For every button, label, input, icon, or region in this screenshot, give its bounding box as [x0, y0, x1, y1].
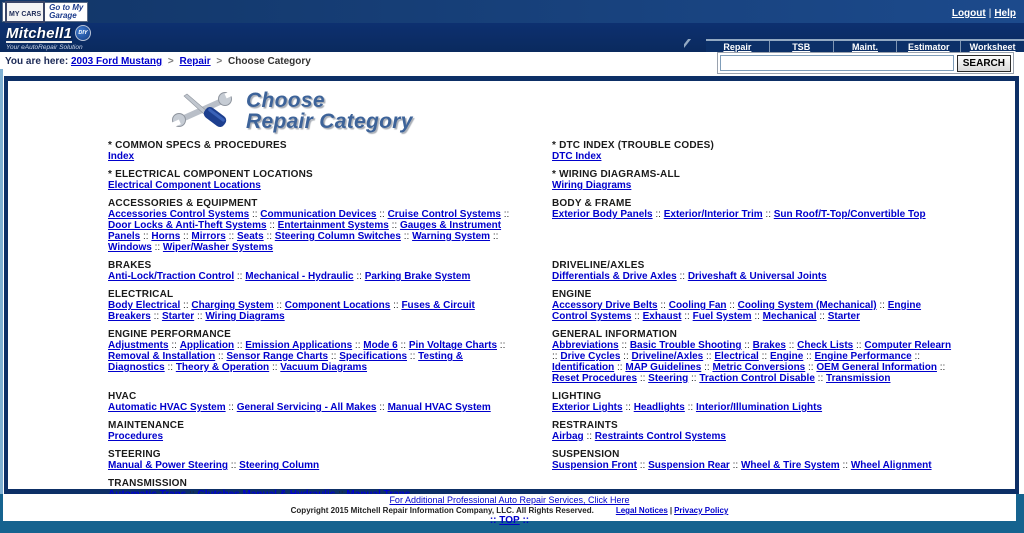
category-link[interactable]: Mode 6: [363, 340, 398, 351]
category-link[interactable]: DTC Index: [552, 151, 602, 162]
category-cell: [546, 260, 1015, 289]
category-links: [108, 151, 518, 162]
footer-content: [3, 494, 1016, 526]
help-link[interactable]: Help: [994, 8, 1016, 19]
category-link[interactable]: Computer Relearn: [864, 340, 952, 351]
category-heading: BODY & FRAME: [552, 198, 632, 209]
category-cell: [8, 420, 546, 449]
category-link[interactable]: General Servicing - All Makes: [236, 402, 377, 413]
category-links: [552, 209, 957, 220]
privacy-policy-link[interactable]: Privacy Policy: [674, 506, 729, 515]
category-link[interactable]: Testing & Diagnostics: [108, 351, 463, 373]
category-link[interactable]: Cooling System (Mechanical): [737, 300, 877, 311]
category-heading: TRANSMISSION: [108, 478, 188, 489]
link-separator: ::: [618, 340, 630, 351]
link-separator: ::: [266, 220, 278, 231]
category-heading: ENGINE PERFORMANCE: [108, 329, 232, 340]
link-separator: ::: [390, 300, 402, 311]
category-cell: [8, 391, 546, 420]
category-link[interactable]: Headlights: [633, 402, 685, 413]
link-separator: ::: [397, 340, 409, 351]
link-separator: ::: [637, 460, 649, 471]
category-link[interactable]: Engine: [769, 351, 804, 362]
category-link[interactable]: Mirrors: [191, 231, 226, 242]
category-row: [8, 260, 1015, 289]
category-links: [108, 300, 518, 322]
link-separator: ::: [353, 271, 365, 282]
category-table: [8, 140, 1015, 507]
category-link[interactable]: Manual HVAC System: [387, 402, 491, 413]
category-links: [108, 209, 518, 253]
category-link[interactable]: Removal & Installation: [108, 351, 216, 362]
category-heading: ELECTRICAL: [108, 289, 174, 300]
category-heading: RESTRAINTS: [552, 420, 618, 431]
category-link[interactable]: Accessories Control Systems: [108, 209, 250, 220]
link-separator: ::: [497, 340, 506, 351]
link-separator: ::: [631, 311, 643, 322]
category-heading: * ELECTRICAL COMPONENT LOCATIONS: [108, 169, 313, 180]
link-separator: ::: [676, 271, 688, 282]
title-block: [170, 88, 1015, 134]
category-row: [8, 198, 1015, 260]
category-cell: [546, 449, 1015, 478]
link-separator: ::: [328, 351, 340, 362]
category-link[interactable]: Horns: [151, 231, 181, 242]
category-link[interactable]: Manual & Power Steering: [108, 460, 229, 471]
category-heading: * DTC INDEX (TROUBLE CODES): [552, 140, 715, 151]
link-separator: ::: [726, 300, 738, 311]
category-heading: * WIRING DIAGRAMS-ALL: [552, 169, 681, 180]
category-link[interactable]: Electrical Component Locations: [108, 180, 261, 191]
footer: [0, 494, 1024, 533]
left-edge-strip: [0, 69, 3, 520]
category-heading: SUSPENSION: [552, 449, 620, 460]
category-link[interactable]: Fuses & Circuit Breakers: [108, 300, 475, 322]
category-links: [108, 431, 518, 442]
top-bar: [0, 0, 1024, 23]
category-link[interactable]: Exterior/Interior Trim: [663, 209, 763, 220]
category-link[interactable]: Driveline/Axles: [631, 351, 704, 362]
category-link[interactable]: Pin Voltage Charts: [408, 340, 498, 351]
footer-links-divider: |: [669, 506, 673, 515]
category-link[interactable]: Identification: [552, 362, 615, 373]
link-separator: ::: [151, 242, 163, 253]
category-link[interactable]: Charging System: [191, 300, 274, 311]
link-separator: ::: [657, 300, 669, 311]
category-link[interactable]: Abbreviations: [552, 340, 619, 351]
link-separator: ::: [684, 402, 696, 413]
category-link[interactable]: Brakes: [752, 340, 786, 351]
category-heading: MAINTENANCE: [108, 420, 185, 431]
category-link[interactable]: Exhaust: [642, 311, 682, 322]
category-link[interactable]: Accessory Drive Belts: [552, 300, 658, 311]
category-link[interactable]: Seats: [236, 231, 264, 242]
category-links: [552, 300, 957, 322]
tab-maint[interactable]: [833, 41, 897, 52]
link-separator: ::: [614, 362, 626, 373]
category-link[interactable]: Mechanical - Hydraulic: [245, 271, 354, 282]
link-separator: ::: [194, 311, 206, 322]
tab-tsb[interactable]: [769, 41, 833, 52]
category-link[interactable]: Wheel Alignment: [850, 460, 932, 471]
link-separator: ::: [839, 460, 851, 471]
category-heading: ENGINE: [552, 289, 592, 300]
category-link[interactable]: Differentials & Drive Axles: [552, 271, 677, 282]
category-link[interactable]: Sun Roof/T-Top/Convertible Top: [773, 209, 926, 220]
search-group: [717, 52, 1014, 74]
logout-link[interactable]: Logout: [951, 8, 986, 19]
category-link[interactable]: MAP Guidelines: [625, 362, 702, 373]
category-link[interactable]: Component Locations: [284, 300, 391, 311]
category-link[interactable]: Theory & Operation: [175, 362, 270, 373]
link-separator: ::: [936, 362, 946, 373]
link-separator: ::: [164, 362, 176, 373]
category-link[interactable]: Vacuum Diagrams: [280, 362, 368, 373]
breadcrumb-link-vehicle[interactable]: 2003 Ford Mustang: [70, 56, 163, 67]
category-link[interactable]: Procedures: [108, 431, 164, 442]
category-link[interactable]: OEM General Information: [816, 362, 937, 373]
link-separator: ::: [876, 300, 888, 311]
category-link[interactable]: Gauges & Instrument Panels: [108, 220, 502, 242]
category-links: [552, 402, 957, 413]
category-link[interactable]: Basic Trouble Shooting: [629, 340, 742, 351]
category-heading: LIGHTING: [552, 391, 602, 402]
category-link[interactable]: Drive Cycles: [560, 351, 621, 362]
category-row: [8, 140, 1015, 169]
category-link[interactable]: Steering Column: [239, 460, 320, 471]
link-separator: ::: [688, 373, 700, 384]
mitchell1-logo: [6, 25, 91, 51]
category-link[interactable]: Driveshaft & Universal Joints: [687, 271, 827, 282]
link-separator: ::: [637, 373, 649, 384]
category-link[interactable]: Exterior Body Panels: [552, 209, 653, 220]
category-link[interactable]: Warning System: [412, 231, 491, 242]
link-separator: ::: [234, 340, 246, 351]
category-links: [552, 460, 957, 471]
tab-bar: [706, 39, 1024, 52]
category-link[interactable]: Cooling Fan: [668, 300, 727, 311]
category-links: [108, 180, 518, 191]
category-link[interactable]: Wiring Diagrams: [552, 180, 632, 191]
link-separator: ::: [816, 311, 828, 322]
copyright-text: Copyright 2015 Mitchell Repair Information Company, LLC. All Rights Reserved.: [290, 506, 594, 515]
category-row: [8, 289, 1015, 329]
tab-label: Maint.: [851, 41, 878, 52]
link-separator: ::: [911, 351, 921, 362]
content-panel: [4, 76, 1019, 494]
category-link[interactable]: Anti-Lock/Traction Control: [108, 271, 235, 282]
category-link[interactable]: Suspension Front: [552, 460, 637, 471]
category-cell: [8, 169, 546, 198]
link-separator: ::: [751, 311, 763, 322]
tab-label: TSB: [792, 41, 811, 52]
brand-bar: [0, 23, 1024, 52]
brand-wordmark: Mitchell1: [6, 25, 72, 42]
link-separator: ::: [150, 311, 162, 322]
category-cell: [546, 169, 1015, 198]
category-cell: [546, 198, 1015, 260]
link-separator: ::: [758, 351, 770, 362]
category-link[interactable]: Application: [179, 340, 235, 351]
category-link[interactable]: Parking Brake System: [364, 271, 471, 282]
category-cell: [8, 198, 546, 260]
link-separator: ::: [352, 340, 364, 351]
category-row: [8, 391, 1015, 420]
category-link[interactable]: Electrical: [714, 351, 759, 362]
breadcrumb-separator: >: [216, 56, 223, 67]
category-link[interactable]: Specifications: [339, 351, 408, 362]
category-link[interactable]: Starter: [827, 311, 860, 322]
category-link[interactable]: Airbag: [552, 431, 584, 442]
tab-swoosh-decoration: [684, 39, 706, 52]
link-separator: ::: [180, 231, 192, 242]
go-to-my-garage-label: Go to My Garage: [49, 3, 84, 20]
category-heading: STEERING: [108, 449, 161, 460]
category-links: [552, 271, 957, 282]
search-button[interactable]: SEARCH: [957, 55, 1011, 72]
category-link[interactable]: Steering: [648, 373, 689, 384]
breadcrumb-separator: >: [167, 56, 174, 67]
category-row: [8, 449, 1015, 478]
category-cell: [8, 449, 546, 478]
legal-notices-link[interactable]: Legal Notices: [615, 506, 668, 515]
category-link[interactable]: Adjustments: [108, 340, 169, 351]
diy-badge: DIY: [75, 25, 91, 41]
link-separator: ::: [269, 362, 281, 373]
category-link[interactable]: Engine Control Systems: [552, 300, 922, 322]
category-heading: GENERAL INFORMATION: [552, 329, 678, 340]
breadcrumb-link-repair[interactable]: Repair: [179, 56, 211, 67]
category-link[interactable]: Check Lists: [797, 340, 854, 351]
link-separator: ::: [741, 340, 753, 351]
top-link-prefix: ::: [489, 515, 497, 526]
link-separator: ::: [681, 311, 693, 322]
link-separator: ::: [376, 209, 388, 220]
license-plate-icon: [5, 1, 45, 23]
link-separator: ::: [652, 209, 664, 220]
top-links-divider: |: [988, 8, 992, 19]
category-cell: [8, 260, 546, 289]
category-link[interactable]: Wiring Diagrams: [205, 311, 285, 322]
category-link[interactable]: Suspension Rear: [648, 460, 730, 471]
link-separator: ::: [225, 402, 237, 413]
category-cell: [8, 329, 546, 391]
category-links: [108, 271, 518, 282]
category-link[interactable]: Emission Applications: [245, 340, 353, 351]
category-link[interactable]: Communication Devices: [260, 209, 377, 220]
category-link[interactable]: Automatic HVAC System: [108, 402, 226, 413]
category-link[interactable]: Wheel & Tire System: [740, 460, 840, 471]
category-row: [8, 420, 1015, 449]
tab-estimator[interactable]: [896, 41, 960, 52]
link-separator: ::: [249, 209, 261, 220]
category-link[interactable]: Wiper/Washer Systems: [162, 242, 274, 253]
tab-label: Estimator: [908, 41, 950, 52]
category-link[interactable]: Cruise Control Systems: [387, 209, 501, 220]
link-separator: ::: [168, 340, 180, 351]
category-link[interactable]: Interior/Illumination Lights: [695, 402, 823, 413]
link-separator: ::: [180, 300, 192, 311]
category-link[interactable]: Body Electrical: [108, 300, 181, 311]
tab-worksheet[interactable]: [960, 41, 1024, 52]
search-input[interactable]: [720, 55, 954, 71]
category-heading: BRAKES: [108, 260, 152, 271]
category-link[interactable]: Fuel System: [692, 311, 752, 322]
breadcrumb-bar: [0, 52, 1024, 70]
category-cell: [546, 391, 1015, 420]
link-separator: ::: [785, 340, 798, 351]
category-links: [108, 340, 518, 373]
link-separator: ::: [500, 209, 510, 220]
category-links: [108, 460, 518, 471]
breadcrumb-prefix: You are here:: [5, 56, 69, 67]
link-separator: ::: [400, 231, 413, 242]
link-separator: ::: [490, 231, 499, 242]
link-separator: ::: [853, 340, 865, 351]
back-to-top-link[interactable]: TOP: [499, 515, 520, 526]
category-link[interactable]: Mechanical: [762, 311, 817, 322]
category-links: [552, 180, 957, 191]
link-separator: ::: [376, 402, 388, 413]
category-link[interactable]: Starter: [161, 311, 195, 322]
category-link[interactable]: Steering Column Switches: [274, 231, 401, 242]
category-heading: ACCESSORIES & EQUIPMENT: [108, 198, 258, 209]
category-cell: [546, 329, 1015, 391]
link-separator: ::: [388, 220, 400, 231]
professional-services-link[interactable]: For Additional Professional Auto Repair Services, Click Here: [389, 495, 630, 505]
category-heading: HVAC: [108, 391, 137, 402]
category-link[interactable]: Windows: [108, 242, 152, 253]
link-separator: ::: [215, 351, 227, 362]
category-links: [552, 340, 957, 384]
link-separator: ::: [234, 271, 246, 282]
link-separator: ::: [814, 373, 827, 384]
category-link[interactable]: Index: [108, 151, 135, 162]
category-links: [552, 151, 957, 162]
link-separator: ::: [622, 402, 634, 413]
tab-label: Repair: [723, 41, 752, 52]
breadcrumb-current: Choose Category: [228, 56, 311, 67]
link-separator: ::: [703, 351, 715, 362]
crossed-tools-icon: [170, 88, 236, 134]
category-link[interactable]: Door Locks & Anti-Theft Systems: [108, 220, 267, 231]
category-row: [8, 329, 1015, 391]
link-separator: ::: [140, 231, 152, 242]
link-separator: ::: [407, 351, 419, 362]
category-cell: [546, 140, 1015, 169]
category-links: [552, 431, 957, 442]
link-separator: ::: [805, 362, 817, 373]
link-separator: ::: [552, 351, 561, 362]
link-separator: ::: [729, 460, 741, 471]
page-title: Choose Repair Category: [246, 89, 413, 133]
category-cell: [8, 289, 546, 329]
tab-label: Worksheet: [969, 41, 1016, 52]
link-separator: ::: [803, 351, 815, 362]
category-heading: * COMMON SPECS & PROCEDURES: [108, 140, 287, 151]
category-link[interactable]: Restraints Control Systems: [594, 431, 726, 442]
category-link[interactable]: Traction Control Disable: [699, 373, 815, 384]
plate-text: MY CARS: [9, 11, 42, 18]
link-separator: ::: [273, 300, 285, 311]
category-cell: [546, 289, 1015, 329]
link-separator: ::: [228, 460, 240, 471]
top-link-suffix: ::: [522, 515, 530, 526]
link-separator: ::: [263, 231, 275, 242]
brand-tagline: Your eAutoRepair Solution: [6, 44, 83, 51]
category-link[interactable]: Sensor Range Charts: [226, 351, 329, 362]
tab-repair[interactable]: [706, 41, 769, 52]
category-links: [108, 402, 518, 413]
category-cell: [8, 140, 546, 169]
category-link[interactable]: Exterior Lights: [552, 402, 623, 413]
go-to-my-garage-button[interactable]: [2, 2, 88, 22]
category-link[interactable]: Transmission: [826, 373, 891, 384]
category-link[interactable]: Metric Conversions: [712, 362, 806, 373]
category-link[interactable]: Entertainment Systems: [277, 220, 389, 231]
link-separator: ::: [762, 209, 774, 220]
link-separator: ::: [620, 351, 632, 362]
category-heading: DRIVELINE/AXLES: [552, 260, 645, 271]
link-separator: ::: [225, 231, 237, 242]
link-separator: ::: [701, 362, 713, 373]
category-row: [8, 169, 1015, 198]
category-table-body: [8, 140, 1015, 507]
category-cell: [546, 420, 1015, 449]
category-link[interactable]: Reset Procedures: [552, 373, 638, 384]
link-separator: ::: [583, 431, 595, 442]
category-link[interactable]: Engine Performance: [814, 351, 912, 362]
